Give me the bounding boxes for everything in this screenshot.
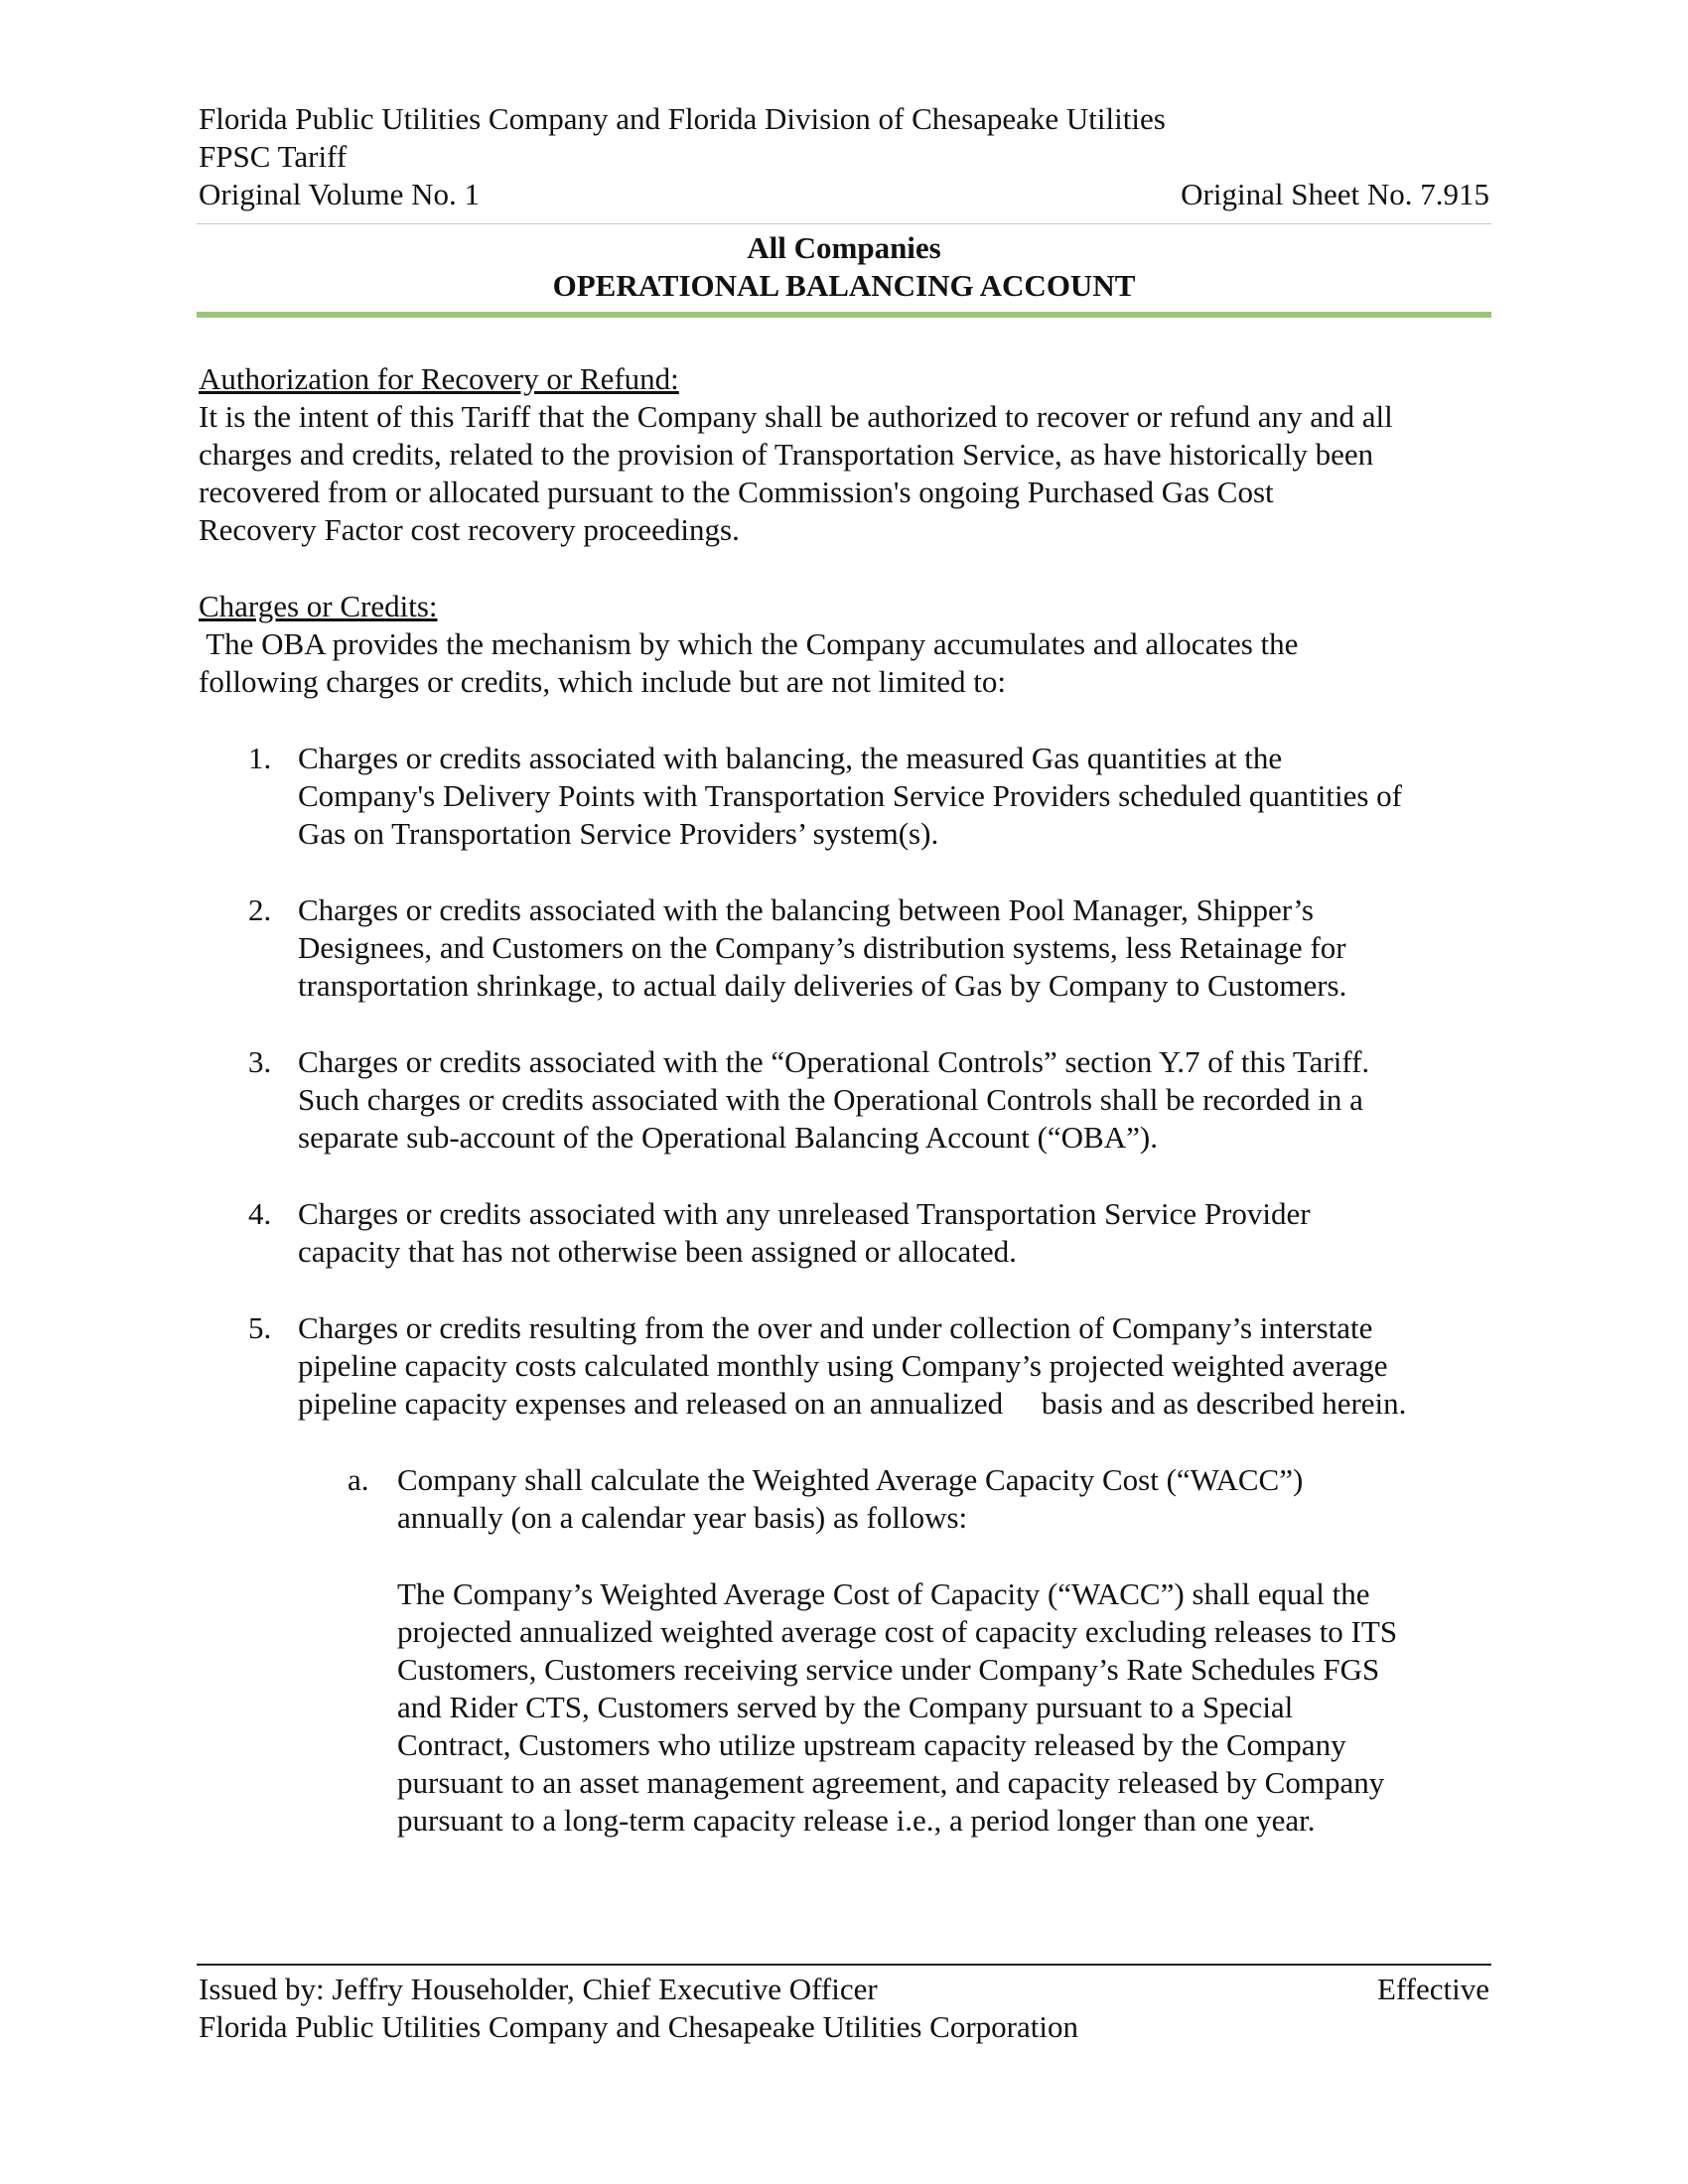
list-item-line: Company's Delivery Points with Transportation Service Providers scheduled quantities of (298, 778, 1402, 813)
authorization-line: It is the intent of this Tariff that the Company shall be authorized to recover or refund any and all (199, 399, 1393, 434)
header-company: Florida Public Utilities Company and Florida Division of Chesapeake Utilities (199, 101, 1166, 136)
list-item-line: Charges or credits associated with any unreleased Transportation Service Provider (298, 1196, 1311, 1231)
header-divider (197, 223, 1491, 224)
wacc-paragraph-line: pursuant to an asset management agreement, and capacity released by Company (397, 1765, 1385, 1800)
footer-issued-by: Issued by: Jeffry Householder, Chief Executive Officer (199, 1972, 878, 2006)
footer-divider (197, 1964, 1491, 1966)
wacc-paragraph-line: Contract, Customers who utilize upstream capacity released by the Company (397, 1727, 1346, 1762)
title-divider (197, 312, 1491, 318)
title-account: OPERATIONAL BALANCING ACCOUNT (552, 268, 1136, 303)
footer-effective: Effective (1376, 1972, 1489, 2006)
list-item-line: Such charges or credits associated with the Operational Controls shall be recorded in a (298, 1082, 1363, 1117)
header-tariff: FPSC Tariff (199, 139, 348, 174)
list-item-line: Charges or credits associated with the “Operational Controls” section Y.7 of this Tariff. (298, 1044, 1370, 1079)
authorization-line: Recovery Factor cost recovery proceedings. (199, 512, 740, 547)
wacc-paragraph-line: projected annualized weighted average cost of capacity excluding releases to ITS (397, 1614, 1398, 1649)
authorization-line: recovered from or allocated pursuant to the Commission's ongoing Purchased Gas Cost (199, 475, 1274, 509)
list-number: 4. (248, 1196, 272, 1231)
list-item-line: pipeline capacity costs calculated monthly using Company’s projected weighted average (298, 1348, 1388, 1383)
list-number: 2. (248, 892, 272, 927)
list-number: 5. (248, 1310, 272, 1345)
authorization-heading: Authorization for Recovery or Refund: (199, 361, 679, 396)
list-item-line: capacity that has not otherwise been assigned or allocated. (298, 1234, 1017, 1269)
sub-item-line: annually (on a calendar year basis) as follows: (397, 1500, 968, 1535)
sub-item-line: Company shall calculate the Weighted Average Capacity Cost (“WACC”) (397, 1462, 1304, 1497)
list-item-line: Charges or credits associated with balancing, the measured Gas quantities at the (298, 741, 1283, 775)
authorization-line: charges and credits, related to the provision of Transportation Service, as have historically been (199, 437, 1374, 472)
list-number: 1. (248, 741, 272, 775)
title-companies: All Companies (747, 230, 941, 265)
charges-line: The OBA provides the mechanism by which the Company accumulates and allocates the (199, 626, 1299, 661)
list-item-line: separate sub-account of the Operational Balancing Account (“OBA”). (298, 1120, 1158, 1155)
list-item-line: transportation shrinkage, to actual daily deliveries of Gas by Company to Customers. (298, 968, 1347, 1003)
list-item-line: Designees, and Customers on the Company’s distribution systems, less Retainage for (298, 930, 1346, 965)
list-item-line: Gas on Transportation Service Providers’ system(s). (298, 816, 939, 851)
list-number: 3. (248, 1044, 272, 1079)
footer-company: Florida Public Utilities Company and Chesapeake Utilities Corporation (199, 2009, 1078, 2044)
list-item-line: Charges or credits resulting from the over and under collection of Company’s interstate (298, 1310, 1373, 1345)
header-volume: Original Volume No. 1 (199, 177, 481, 211)
charges-line: following charges or credits, which include but are not limited to: (199, 664, 1006, 699)
list-item-line: pipeline capacity expenses and released on an annualized basis and as described herein. (298, 1386, 1407, 1421)
wacc-paragraph-line: pursuant to a long-term capacity release i.e., a period longer than one year. (397, 1803, 1316, 1838)
list-item-line: Charges or credits associated with the balancing between Pool Manager, Shipper’s (298, 892, 1314, 927)
sub-item-letter: a. (348, 1462, 369, 1497)
wacc-paragraph-line: and Rider CTS, Customers served by the Company pursuant to a Special (397, 1690, 1294, 1724)
header-sheet-number: Original Sheet No. 7.915 (1181, 177, 1489, 211)
charges-heading: Charges or Credits: (199, 589, 438, 623)
wacc-paragraph-line: Customers, Customers receiving service under Company’s Rate Schedules FGS (397, 1652, 1380, 1687)
wacc-paragraph-line: The Company’s Weighted Average Cost of Capacity (“WACC”) shall equal the (397, 1576, 1370, 1611)
